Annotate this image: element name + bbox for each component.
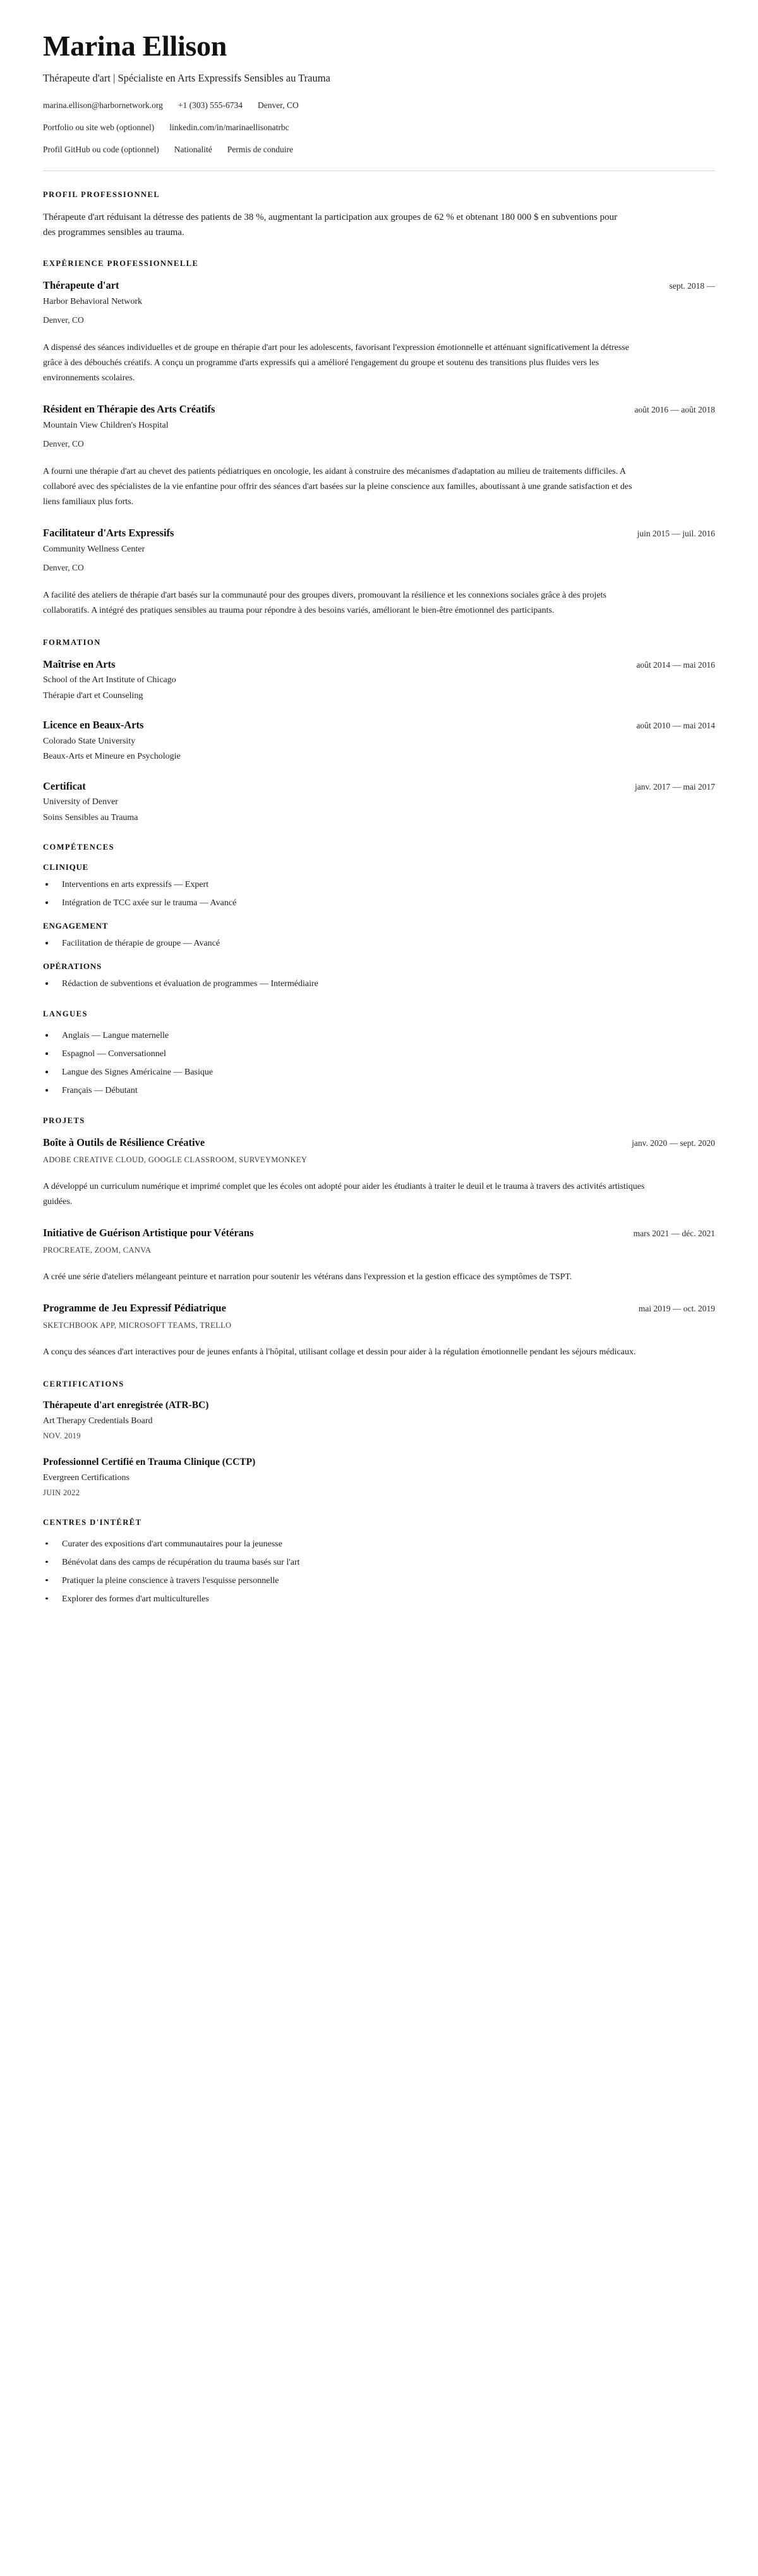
skill-list [43, 878, 715, 910]
education-entry [43, 779, 715, 824]
contact-row-web [43, 121, 715, 134]
project-entry [43, 1301, 715, 1360]
experience-date-range: août 2016 — août 2018 [634, 405, 715, 415]
candidate-name: Marina Ellison [43, 30, 227, 62]
experience-organization: Harbor Behavioral Network [43, 296, 143, 306]
skill-item: Intégration de TCC axée sur le trauma — Avancé [43, 896, 715, 910]
project-entry-head [43, 1136, 715, 1149]
project-name: Initiative de Guérison Artistique pour Vétérans [43, 1227, 254, 1239]
project-entry-head [43, 1301, 715, 1315]
experience-location: Denver, CO [43, 563, 84, 573]
experience-organization: Mountain View Children's Hospital [43, 420, 169, 430]
contact-row-primary [43, 99, 715, 112]
contact-nationality: Nationalité [174, 145, 212, 155]
section-profile [43, 190, 715, 241]
experience-organization: Community Wellness Center [43, 544, 145, 554]
contact-row-extra [43, 143, 715, 156]
section-certifications [43, 1380, 715, 1499]
certification-name: Professionnel Certifié en Trauma Clinique (CCTP) [43, 1456, 256, 1467]
language-item: Anglais — Langue maternelle [43, 1029, 715, 1042]
skill-item: Interventions en arts expressifs — Expert [43, 878, 715, 891]
section-title-education: FORMATION [43, 637, 101, 647]
project-date-range: janv. 2020 — sept. 2020 [632, 1138, 715, 1148]
experience-date-range: juin 2015 — juil. 2016 [637, 529, 715, 539]
section-title-languages: LANGUES [43, 1009, 88, 1019]
certification-date: JUIN 2022 [43, 1488, 80, 1498]
experience-entry-head [43, 526, 715, 539]
education-field: Beaux-Arts et Mineure en Psychologie [43, 752, 181, 762]
project-description: A conçu des séances d'art interactives pour de jeunes enfants à l'hôpital, utilisant collage et dessin pour aider à la régulation émotionnelle pendant les séjours médicaux. [43, 1347, 636, 1357]
interest-item: Explorer des formes d'art multiculturelles [43, 1592, 715, 1606]
resume-header [43, 30, 715, 171]
education-field: Thérapie d'art et Counseling [43, 690, 143, 701]
skill-item: Rédaction de subventions et évaluation de programmes — Intermédiaire [43, 977, 715, 990]
experience-job-title: Résident en Thérapie des Arts Créatifs [43, 403, 215, 416]
profile-summary-text: Thérapeute d'art réduisant la détresse des patients de 38 %, augmentant la participation aux groupes de 62 % et obtenant 180 000 $ en subventions pour des programmes sensibles au trauma. [43, 212, 618, 238]
section-title-experience: EXPÉRIENCE PROFESSIONNELLE [43, 259, 199, 268]
project-tech-stack: PROCREATE, ZOOM, CANVA [43, 1245, 152, 1255]
education-date-range: août 2014 — mai 2016 [636, 659, 715, 670]
skill-group-label: ENGAGEMENT [43, 921, 109, 931]
skill-list [43, 977, 715, 990]
interest-item: Curater des expositions d'art communautaires pour la jeunesse [43, 1538, 715, 1551]
interest-item: Pratiquer la pleine conscience à travers l'esquisse personnelle [43, 1574, 715, 1587]
experience-entry [43, 526, 715, 618]
contact-driving-licence: Permis de conduire [227, 145, 293, 155]
project-entry [43, 1226, 715, 1285]
project-name: Programme de Jeu Expressif Pédiatrique [43, 1302, 226, 1315]
education-school: University of Denver [43, 797, 118, 807]
experience-entry-head [43, 279, 715, 292]
candidate-headline: Thérapeute d'art | Spécialiste en Arts Expressifs Sensibles au Trauma [43, 71, 330, 84]
experience-date-range: sept. 2018 — [669, 281, 715, 291]
section-languages [43, 1009, 715, 1097]
education-date-range: janv. 2017 — mai 2017 [635, 781, 715, 791]
project-tech-stack: SKETCHBOOK APP, MICROSOFT TEAMS, TRELLO [43, 1320, 232, 1330]
education-entry-head [43, 779, 715, 793]
project-name: Boîte à Outils de Résilience Créative [43, 1136, 205, 1149]
language-item: Langue des Signes Américaine — Basique [43, 1066, 715, 1079]
skill-item: Facilitation de thérapie de groupe — Avancé [43, 937, 715, 950]
contact-phone[interactable]: +1 (303) 555-6734 [177, 100, 243, 110]
section-title-certifications: CERTIFICATIONS [43, 1379, 124, 1388]
section-title-skills: COMPÉTENCES [43, 843, 115, 852]
experience-job-title: Facilitateur d'Arts Expressifs [43, 527, 174, 539]
section-projects [43, 1116, 715, 1360]
education-date-range: août 2010 — mai 2014 [636, 721, 715, 731]
education-entry [43, 658, 715, 702]
project-description: A créé une série d'ateliers mélangeant peinture et narration pour soutenir les vétérans dans l'expression et la gestion efficace des symptômes de TSPT. [43, 1272, 572, 1282]
skill-group-label: OPÉRATIONS [43, 961, 102, 972]
education-entry-head [43, 718, 715, 731]
experience-description: A fourni une thérapie d'art au chevet des patients pédiatriques en oncologie, les aidant à construire des mécanismes d'adaptation au milieu de traitements difficiles. A collaboré avec des spécialistes de la vie enfantine pour offrir des séances d'art basées sur la pleine conscience aux familles, aboutissant à une grande satisfaction et des liens familiaux plus forts. [43, 467, 632, 507]
skill-list [43, 937, 715, 950]
education-degree: Licence en Beaux-Arts [43, 719, 144, 731]
experience-entry-head [43, 402, 715, 416]
contact-location: Denver, CO [258, 100, 299, 110]
skill-group-operations [43, 961, 715, 990]
project-entry [43, 1136, 715, 1210]
language-list [43, 1029, 715, 1097]
project-date-range: mars 2021 — déc. 2021 [633, 1229, 715, 1239]
project-entry-head [43, 1226, 715, 1239]
skill-group-label: CLINIQUE [43, 862, 89, 872]
section-skills [43, 843, 715, 990]
experience-description: A dispensé des séances individuelles et de groupe en thérapie d'art pour les adolescents, favorisant l'expression émotionnelle et atténuant significativement la détresse grâce à des débouchés créatifs. A conçu un programme d'arts expressifs qui a amélioré l'engagement du groupe et soutenu des transitions plus fluides vers les environnements scolaires. [43, 343, 629, 383]
experience-location: Denver, CO [43, 439, 84, 449]
section-experience [43, 259, 715, 618]
certification-date: NOV. 2019 [43, 1431, 81, 1441]
education-entry-head [43, 658, 715, 671]
certification-name: Thérapeute d'art enregistrée (ATR-BC) [43, 1399, 209, 1411]
certification-entry [43, 1399, 715, 1442]
experience-description: A facilité des ateliers de thérapie d'art basés sur la communauté pour des groupes divers, promouvant la résilience et les connexions sociales grâce à des projets collaboratifs. A intégré des pratiques sensibles au trauma pour répondre à des besoins variés, améliorant le bien-être émotionnel des participants. [43, 591, 606, 616]
experience-entry [43, 279, 715, 386]
section-interests [43, 1518, 715, 1606]
experience-location: Denver, CO [43, 315, 84, 325]
interest-list [43, 1538, 715, 1606]
education-degree: Certificat [43, 779, 86, 792]
education-entry [43, 718, 715, 763]
education-degree: Maîtrise en Arts [43, 658, 116, 670]
contact-portfolio[interactable]: Portfolio ou site web (optionnel) [43, 123, 155, 133]
certification-entry [43, 1456, 715, 1499]
section-education [43, 638, 715, 824]
education-school: School of the Art Institute of Chicago [43, 675, 176, 685]
experience-job-title: Thérapeute d'art [43, 279, 119, 292]
project-tech-stack: ADOBE CREATIVE CLOUD, GOOGLE CLASSROOM, SURVEYMONKEY [43, 1155, 308, 1164]
language-item: Espagnol — Conversationnel [43, 1047, 715, 1061]
contact-github[interactable]: Profil GitHub ou code (optionnel) [43, 145, 159, 155]
contact-linkedin[interactable]: linkedin.com/in/marinaellisonatrbc [169, 123, 289, 133]
section-title-interests: CENTRES D'INTÉRÊT [43, 1517, 142, 1527]
section-title-profile: PROFIL PROFESSIONNEL [43, 190, 160, 199]
skill-group-engagement [43, 921, 715, 950]
skill-group-clinique [43, 862, 715, 910]
section-title-projects: PROJETS [43, 1116, 85, 1126]
project-date-range: mai 2019 — oct. 2019 [638, 1304, 715, 1314]
experience-entry [43, 402, 715, 510]
interest-item: Bénévolat dans des camps de récupération du trauma basés sur l'art [43, 1556, 715, 1569]
certification-issuer: Evergreen Certifications [43, 1472, 129, 1483]
education-school: Colorado State University [43, 736, 136, 746]
language-item: Français — Débutant [43, 1084, 715, 1097]
education-field: Soins Sensibles au Trauma [43, 812, 138, 822]
project-description: A développé un curriculum numérique et imprimé complet que les écoles ont adopté pour aider les étudiants à traiter le deuil et le trauma à travers des activités artistiques guidées. [43, 1182, 645, 1207]
certification-issuer: Art Therapy Credentials Board [43, 1416, 153, 1426]
contact-email[interactable]: marina.ellison@harbornetwork.org [43, 100, 163, 110]
